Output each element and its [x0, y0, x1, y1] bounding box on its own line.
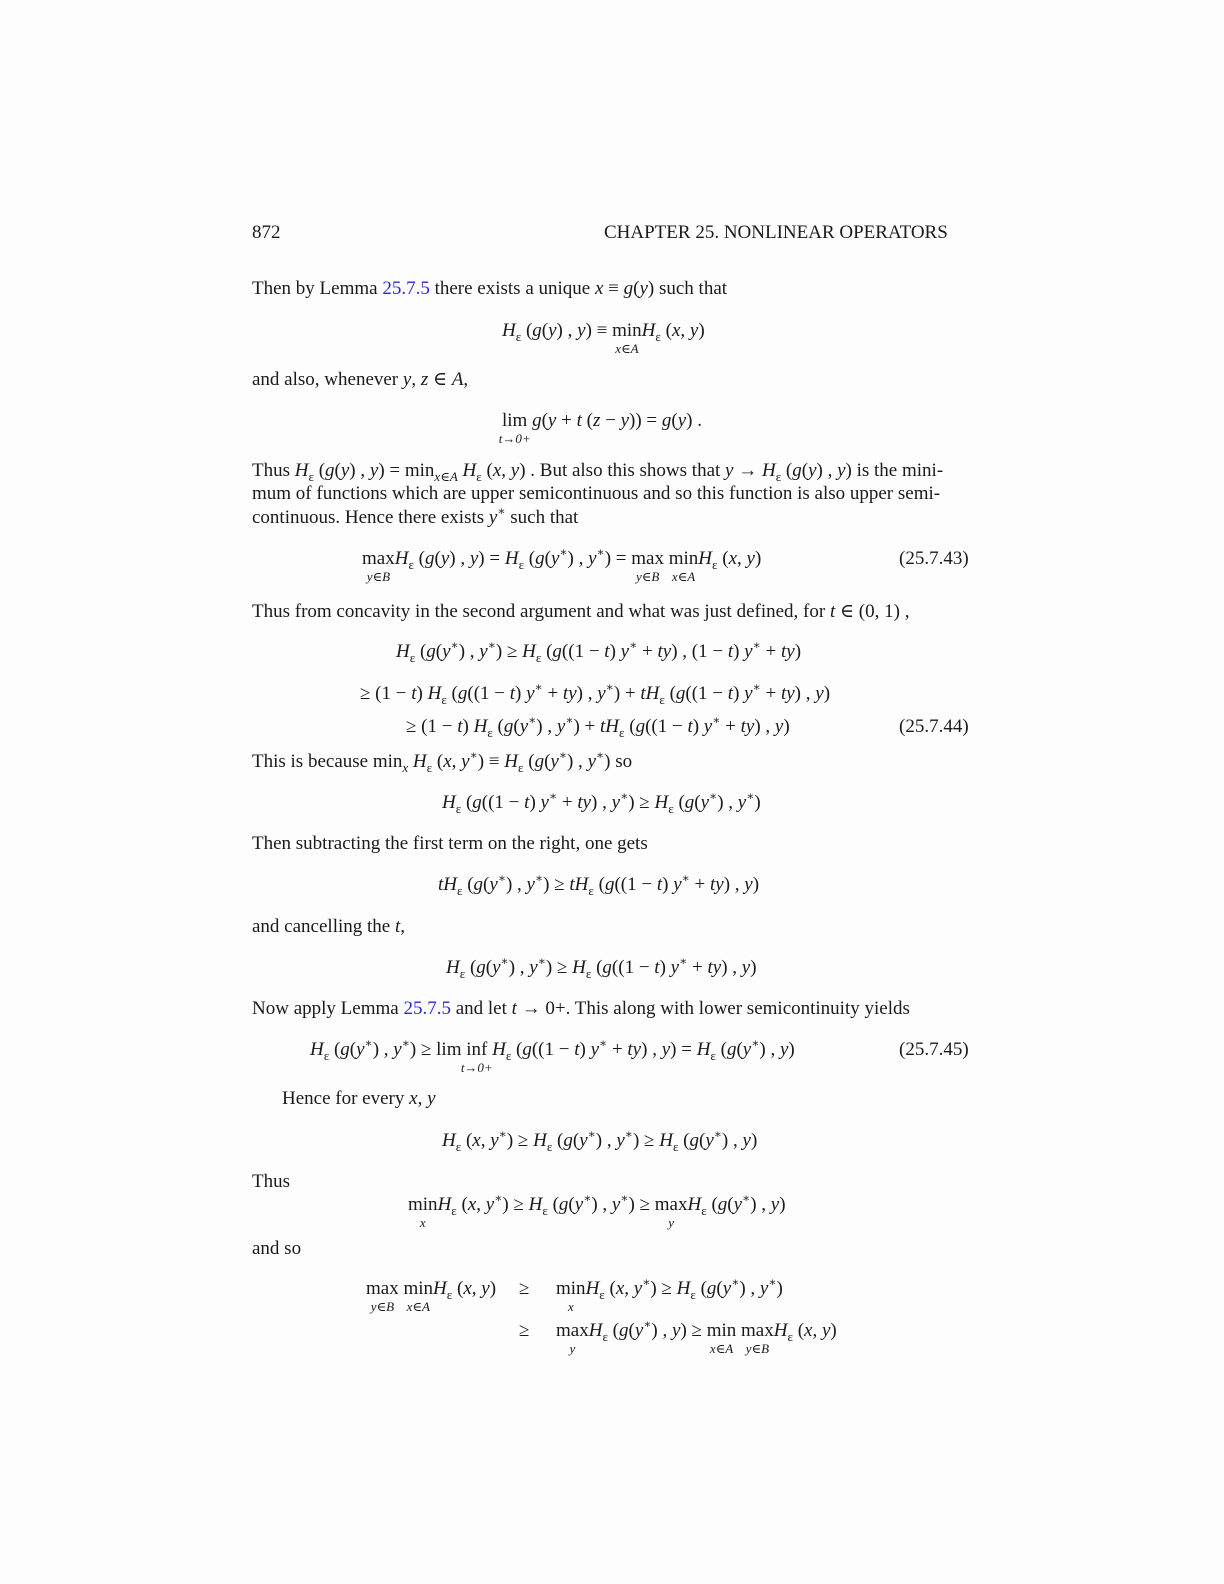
- relation-geq: ≥: [519, 1278, 530, 1299]
- paragraph-8: Now apply Lemma 25.7.5 and let t → 0+. This along with lower semicontinuity yields: [252, 998, 910, 1019]
- paragraph-1: Then by Lemma 25.7.5 there exists a unique x ≡ g(y) such that: [252, 278, 728, 299]
- paragraph-6: Then subtracting the first term on the right, one gets: [252, 833, 648, 854]
- text: such that: [658, 278, 728, 299]
- equation-final-line-2-rhs: max y $H_\varepsilon$ (g(y∗) , y) ≥ min x∈A max y∈B $H_\varepsilon$ (x, y): [556, 1317, 837, 1356]
- text: such that: [510, 507, 579, 528]
- text: Hence for every: [282, 1088, 405, 1109]
- equation-concavity-line-3: ≥ (1 − t) $H_\varepsilon$ (g(y∗) , $y^∗) + tH_\varepsilon$ (g((1 − t) y∗ + ty) , y): [406, 713, 790, 740]
- equation-25-7-45: $H_\varepsilon$ (g(y∗) , y∗) ≥ lim inf t→0+ $H_\varepsilon$ (g((1 − t) y∗ + ty) , $y) = H_\varepsilon$ (g(y∗) , y): [310, 1036, 795, 1075]
- text: This is because: [252, 751, 369, 772]
- paragraph-9: Hence for every x, y: [282, 1088, 436, 1109]
- equation-min-inequality: $H_\varepsilon$ (g((1 − t) y∗ + ty) , $y^∗) \ge H_\varepsilon$ (g(y∗) , y∗): [442, 789, 761, 816]
- text: there exists a unique: [434, 278, 591, 299]
- equation-min-definition: $H_\varepsilon$ (g(y) , y) ≡ min x∈A $H_\varepsilon$ (x, y): [502, 320, 705, 356]
- equation-number: (25.7.43): [899, 548, 969, 569]
- equation-every-xy: $H_\varepsilon$ (x, $y^∗) \ge H_\varepsilon$ (g(y∗) , $y^∗) \ge H_\varepsilon$ (g(y∗) , y): [442, 1127, 758, 1154]
- equation-number: (25.7.44): [899, 716, 969, 737]
- paragraph-7: and cancelling the t,: [252, 916, 405, 937]
- paragraph-4: Thus from concavity in the second argument and what was just defined, for t ∈ (0, 1) ,: [252, 601, 910, 622]
- text: . This along with lower semicontinuity yields: [565, 998, 910, 1019]
- equation-concavity-line-2: ≥ (1 − t) $H_\varepsilon$ (g((1 − t) y∗ + ty) , $y^∗) + tH_\varepsilon$ (g((1 − t) y∗ + ty) , y): [360, 680, 831, 707]
- text: and cancelling the: [252, 916, 391, 937]
- text: Now apply Lemma: [252, 998, 399, 1019]
- chapter-title: CHAPTER 25. NONLINEAR OPERATORS: [604, 222, 948, 243]
- equation-25-7-43: max y∈B $H_\varepsilon$ (g(y) , $y) = H_\varepsilon$ (g(y∗) , y∗) = max y∈B min x∈A $H_\varepsilon$ (x, y): [362, 545, 762, 584]
- text: Thus: [252, 460, 290, 481]
- equation-limit: lim t→0+ g(y + t (z − y)) = g(y) .: [498, 410, 702, 446]
- page-number: 872: [252, 222, 281, 243]
- text: and let: [455, 998, 507, 1019]
- text: Thus from concavity in the second argument and what was just defined, for: [252, 601, 826, 622]
- equation-min-max: min x $H_\varepsilon$ (x, $y^∗) \ge H_\varepsilon$ (g(y∗) , y∗) ≥ max y $H_\varepsilon$ (g(y∗) , y): [408, 1191, 786, 1230]
- text: so: [615, 751, 633, 772]
- relation-geq: ≥: [519, 1320, 530, 1341]
- text: . But also this shows that: [530, 460, 721, 481]
- equation-number: (25.7.45): [899, 1039, 969, 1060]
- paragraph-3: Thus $H_\varepsilon$ (g(y) , $y) = \min_{x\in A} H_\varepsilon$ (x, y) . But also this shows that $y \to H_\varepsilon$ (g(y) , y) is the mini-: [252, 460, 944, 484]
- text: and also, whenever: [252, 369, 399, 390]
- paragraph-10: Thus: [252, 1171, 290, 1192]
- paragraph-3-line-2: mum of functions which are upper semicontinuous and so this function is also upper semi-: [252, 483, 941, 504]
- equation-final-line-1-lhs: max y∈B min x∈A $H_\varepsilon$ (x, y): [366, 1278, 497, 1314]
- paragraph-5: This is because $\min_x H_\varepsilon$ (x, $y^∗) \equiv H_\varepsilon$ (g(y∗) , y∗) so: [252, 748, 633, 775]
- paragraph-3-line-3: continuous. Hence there exists y∗ such that: [252, 504, 579, 528]
- equation-concavity-line-1: $H_\varepsilon$ (g(y∗) , $y^∗) \ge H_\varepsilon$ (g((1 − t) y∗ + ty) , (1 − t) y∗ + ty): [396, 638, 802, 665]
- equation-subtracted: $tH_\varepsilon$ (g(y∗) , $y^∗) \ge tH_\varepsilon$ (g((1 − t) y∗ + ty) , y): [438, 871, 760, 898]
- lemma-link[interactable]: 25.7.5: [403, 998, 451, 1019]
- text: continuous. Hence there exists: [252, 507, 485, 528]
- equation-cancelled: $H_\varepsilon$ (g(y∗) , $y^∗) \ge H_\varepsilon$ (g((1 − t) y∗ + ty) , y): [446, 954, 757, 981]
- equation-final-line-1-rhs: min x $H_\varepsilon$ (x, $y^∗) \ge H_\varepsilon$ (g(y∗) , y∗): [556, 1275, 783, 1314]
- paragraph-11: and so: [252, 1238, 302, 1259]
- text: is the mini-: [856, 460, 944, 481]
- text: Then by Lemma: [252, 278, 378, 299]
- lemma-link[interactable]: 25.7.5: [382, 278, 430, 299]
- paragraph-2: and also, whenever y, z ∈ A,: [252, 369, 469, 390]
